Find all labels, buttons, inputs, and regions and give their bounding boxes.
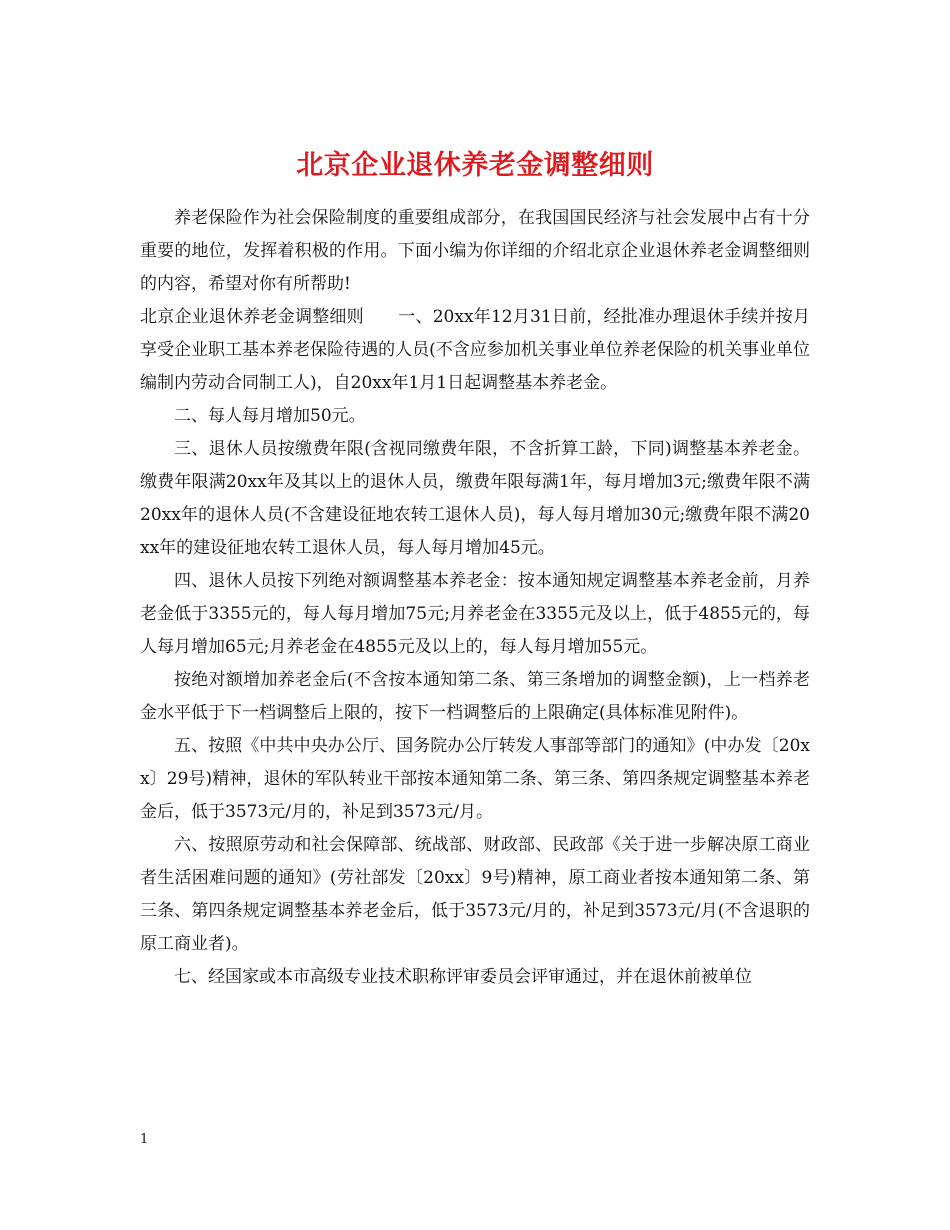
section-5-paragraph: 五、按照《中共中央办公厅、国务院办公厅转发人事部等部门的通知》(中办发〔20xx〕29号)精神，退休的军队转业干部按本通知第二条、第三条、第四条规定调整基本养老金后，低于3573元/月的，补足到3573元/月。 — [140, 736, 810, 822]
intro-paragraph: 养老保险作为社会保险制度的重要组成部分，在我国国民经济与社会发展中占有十分重要的地位，发挥着积极的作用。下面小编为你详细的介绍北京企业退休养老金调整细则的内容，希望对你有所帮助! — [140, 208, 810, 294]
document-body — [140, 202, 810, 994]
section-7-paragraph: 七、经国家或本市高级专业技术职称评审委员会评审通过，并在退休前被单位 — [174, 967, 752, 987]
section-3-paragraph: 三、退休人员按缴费年限(含视同缴费年限，不含折算工龄，下同)调整基本养老金。缴费年限满20xx年及其以上的退休人员，缴费年限每满1年，每月增加3元;缴费年限不满20xx年的退休人员(不含建设征地农转工退休人员)，每人每月增加30元;缴费年限不满20xx年的建设征地农转工退休人员，每人每月增加45元。 — [140, 439, 810, 558]
section-4-note-paragraph: 按绝对额增加养老金后(不含按本通知第二条、第三条增加的调整金额)，上一档养老金水平低于下一档调整后上限的，按下一档调整后的上限确定(具体标准见附件)。 — [140, 670, 810, 723]
section-1-paragraph: 北京企业退休养老金调整细则 一、20xx年12月31日前，经批准办理退休手续并按月享受企业职工基本养老保险待遇的人员(不含应参加机关事业单位养老保险的机关事业单位编制内劳动合同制工人)，自20xx年1月1日起调整基本养老金。 — [140, 307, 810, 393]
page-number: 1 — [140, 1132, 149, 1147]
section-4-paragraph: 四、退休人员按下列绝对额调整基本养老金：按本通知规定调整基本养老金前，月养老金低于3355元的，每人每月增加75元;月养老金在3355元及以上，低于4855元的，每人每月增加65元;月养老金在4855元及以上的，每人每月增加55元。 — [140, 571, 810, 657]
section-2-paragraph: 二、每人每月增加50元。 — [174, 406, 366, 426]
section-6-paragraph: 六、按照原劳动和社会保障部、统战部、财政部、民政部《关于进一步解决原工商业者生活困难问题的通知》(劳社部发〔20xx〕9号)精神，原工商业者按本通知第二条、第三条、第四条规定调整基本养老金后，低于3573元/月的，补足到3573元/月(不含退职的原工商业者)。 — [140, 835, 810, 954]
document-title: 北京企业退休养老金调整细则 — [296, 150, 654, 182]
